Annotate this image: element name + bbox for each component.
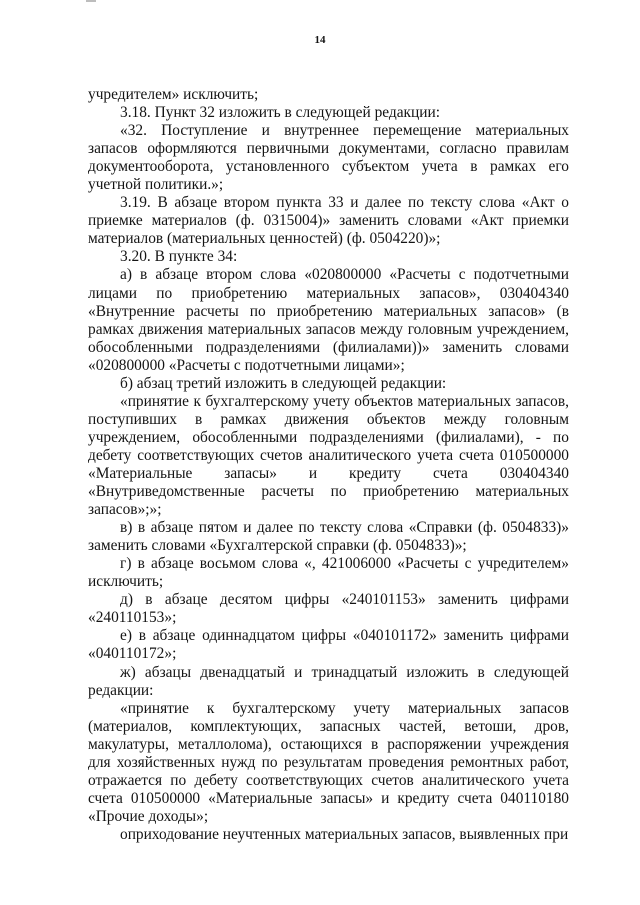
paragraph: 3.20. В пункте 34: xyxy=(120,248,238,266)
paragraph: «принятие к бухгалтерскому учету материальных запасов (материалов, комплектующих, запасных частей, ветоши, дров, макулатуры, металлолома), остающихся в распоряжении учреждения для хозяйственных нужд по результатам проведения ремонтных работ, отражается по дебету соответствующих счетов аналитического учета счета 010500000 «Материальные запасы» и кредиту счета 040110180 «Прочие доходы»; xyxy=(88,699,569,825)
paragraph: «32. Поступление и внутреннее перемещение материальных запасов оформляются первичными документами, согласно правилам документооборота, установленного субъектом учета в рамках его учетной политики.»; xyxy=(88,122,569,194)
paragraph: е) в абзаце одиннадцатом цифры «040101172» заменить цифрами «040110172»; xyxy=(88,627,569,663)
paragraph: 3.18. Пункт 32 изложить в следующей редакции: xyxy=(120,104,441,122)
paragraph: б) абзац третий изложить в следующей редакции: xyxy=(120,374,447,392)
paragraph: д) в абзаце десятом цифры «240101153» заменить цифрами «240110153»; xyxy=(88,591,569,627)
scan-artifact xyxy=(86,0,96,2)
paragraph: 3.19. В абзаце втором пункта 33 и далее по тексту слова «Акт о приемке материалов (ф. 0315004)» заменить словами «Акт приемки материалов (материальных ценностей) (ф. 0504220)»; xyxy=(88,194,569,248)
paragraph: учредителем» исключить; xyxy=(88,86,259,103)
paragraph: в) в абзаце пятом и далее по тексту слова «Справки (ф. 0504833)» заменить словами «Бухгалтерской справки (ф. 0504833)»; xyxy=(88,519,569,555)
paragraph: «принятие к бухгалтерскому учету объектов материальных запасов, поступивших в рамках движения объектов между головным учреждением, обособленными подразделениями (филиалами), - по дебету соответствующих счетов аналитического учета счета 010500000 «Материальные запасы» и кредиту счета 030404340 «Внутриведомственные расчеты по приобретению материальных запасов»;»; xyxy=(88,392,569,519)
paragraph: оприходование неучтенных материальных запасов, выявленных при xyxy=(120,825,569,843)
page-number: 14 xyxy=(314,34,326,46)
paragraph: а) в абзаце втором слова «020800000 «Расчеты с подотчетными лицами по приобретению материальных запасов», 030404340 «Внутренние расчеты по приобретению материальных запасов» (в рамках движения материальных запасов между головным учреждением, обособленными подразделениями (филиалами))» заменить словами «020800000 «Расчеты с подотчетными лицами»; xyxy=(88,266,569,374)
document-body xyxy=(88,86,569,844)
paragraph: ж) абзацы двенадцатый и тринадцатый изложить в следующей редакции: xyxy=(88,663,569,699)
paragraph: г) в абзаце восьмом слова «, 421006000 «Расчеты с учредителем» исключить; xyxy=(88,555,569,591)
